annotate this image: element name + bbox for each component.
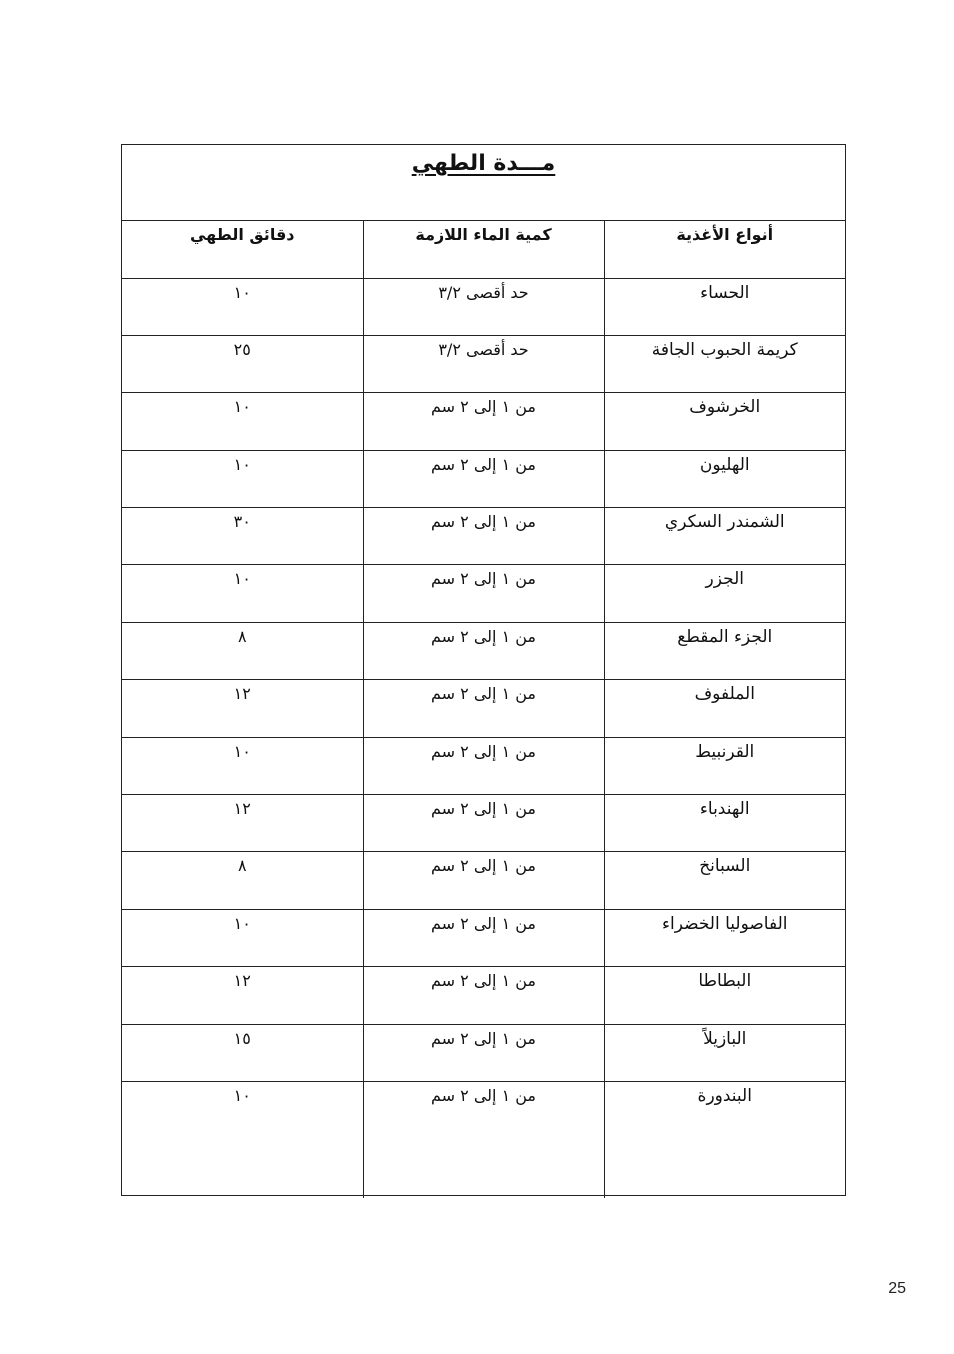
table-row — [122, 278, 845, 335]
minutes-cell: ١٠ — [122, 1081, 363, 1198]
water-cell: من ١ إلى ٢ سم — [363, 795, 604, 852]
water-cell: حد أقصى ٣/٢ — [363, 335, 604, 392]
water-cell: من ١ إلى ٢ سم — [363, 909, 604, 966]
table-header-row — [122, 221, 845, 278]
table-row — [122, 565, 845, 622]
table-row — [122, 909, 845, 966]
table-row — [122, 622, 845, 679]
food-cell: الشمندر السكري — [604, 508, 845, 565]
table-row — [122, 852, 845, 909]
food-cell: القرنبيط — [604, 737, 845, 794]
minutes-cell: ١٥ — [122, 1024, 363, 1081]
minutes-cell: ٨ — [122, 852, 363, 909]
water-cell: من ١ إلى ٢ سم — [363, 680, 604, 737]
table-row — [122, 393, 845, 450]
food-cell: الخرشوف — [604, 393, 845, 450]
minutes-cell: ١٠ — [122, 450, 363, 507]
food-cell: الملفوف — [604, 680, 845, 737]
food-cell: الهندباء — [604, 795, 845, 852]
table-row — [122, 737, 845, 794]
food-cell: البندورة — [604, 1081, 845, 1198]
minutes-cell: ١٢ — [122, 680, 363, 737]
minutes-cell: ٨ — [122, 622, 363, 679]
water-cell: من ١ إلى ٢ سم — [363, 508, 604, 565]
minutes-cell: ١٠ — [122, 737, 363, 794]
food-cell: البطاطا — [604, 967, 845, 1024]
water-cell: من ١ إلى ٢ سم — [363, 622, 604, 679]
page-title: مـــدة الطهي — [411, 151, 556, 176]
minutes-cell: ٢٥ — [122, 335, 363, 392]
food-cell: الهليون — [604, 450, 845, 507]
water-cell: من ١ إلى ٢ سم — [363, 1024, 604, 1081]
water-cell: من ١ إلى ٢ سم — [363, 852, 604, 909]
minutes-cell: ١٠ — [122, 909, 363, 966]
water-cell: من ١ إلى ٢ سم — [363, 450, 604, 507]
food-cell: الفاصوليا الخضراء — [604, 909, 845, 966]
food-cell: كريمة الحبوب الجافة — [604, 335, 845, 392]
cooking-time-table — [122, 221, 845, 1198]
table-row — [122, 967, 845, 1024]
minutes-cell: ١٢ — [122, 795, 363, 852]
cooking-time-table-frame — [121, 144, 846, 1196]
title-row — [122, 145, 845, 221]
water-cell: من ١ إلى ٢ سم — [363, 967, 604, 1024]
table-row — [122, 795, 845, 852]
water-cell: من ١ إلى ٢ سم — [363, 565, 604, 622]
table-row — [122, 1081, 845, 1198]
water-cell: من ١ إلى ٢ سم — [363, 737, 604, 794]
header-water-amount: كمية الماء اللازمة — [363, 221, 604, 278]
food-cell: البازيلاً — [604, 1024, 845, 1081]
table-row — [122, 335, 845, 392]
table-row — [122, 1024, 845, 1081]
header-cooking-minutes: دقائق الطهي — [122, 221, 363, 278]
water-cell: من ١ إلى ٢ سم — [363, 393, 604, 450]
minutes-cell: ١٢ — [122, 967, 363, 1024]
food-cell: السبانخ — [604, 852, 845, 909]
food-cell: الجزء المقطع — [604, 622, 845, 679]
water-cell: من ١ إلى ٢ سم — [363, 1081, 604, 1198]
food-cell: الحساء — [604, 278, 845, 335]
minutes-cell: ٣٠ — [122, 508, 363, 565]
table-row — [122, 450, 845, 507]
page-number: 25 — [888, 1280, 906, 1297]
table-body — [122, 278, 845, 1198]
minutes-cell: ١٠ — [122, 278, 363, 335]
table-row — [122, 508, 845, 565]
header-food-types: أنواع الأغذية — [604, 221, 845, 278]
minutes-cell: ١٠ — [122, 393, 363, 450]
food-cell: الجزر — [604, 565, 845, 622]
water-cell: حد أقصى ٣/٢ — [363, 278, 604, 335]
minutes-cell: ١٠ — [122, 565, 363, 622]
table-row — [122, 680, 845, 737]
